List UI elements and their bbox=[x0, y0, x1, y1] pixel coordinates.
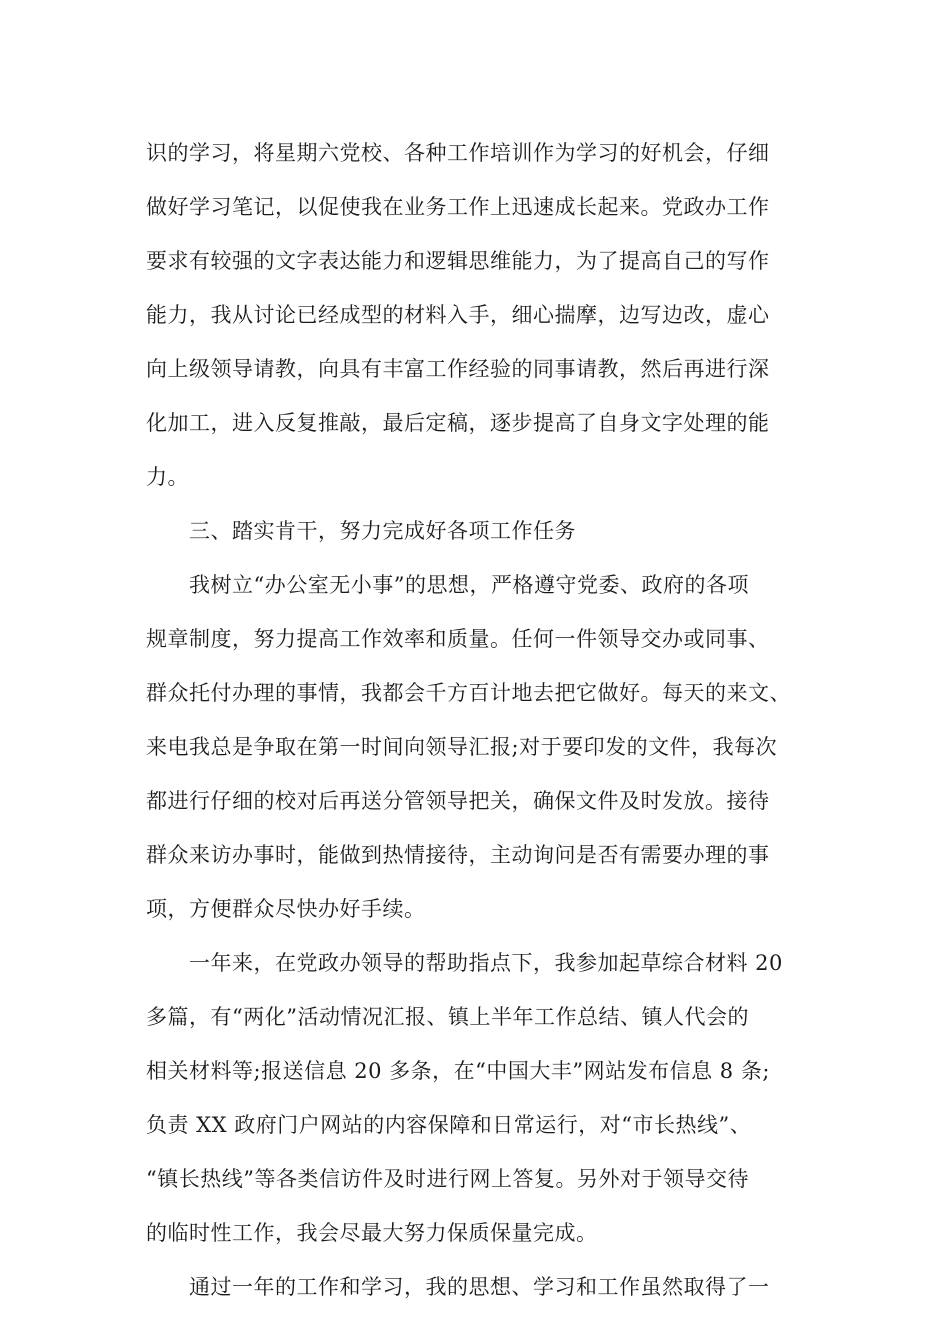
text-line: 我树立“办公室无小事”的思想，严格遵守党委、政府的各项 bbox=[146, 573, 749, 597]
text-line: 都进行仔细的校对后再送分管领导把关，确保文件及时发放。接待 bbox=[146, 789, 770, 813]
text-line: 相关材料等;报送信息 20 多条，在“中国大丰”网站发布信息 8 条; bbox=[146, 1059, 770, 1083]
text-line: 能力，我从讨论已经成型的材料入手，细心揣摩，边写边改，虚心 bbox=[146, 303, 770, 327]
text-line: 的临时性工作，我会尽最大努力保质保量完成。 bbox=[146, 1221, 598, 1245]
text-line: 做好学习笔记，以促使我在业务工作上迅速成长起来。党政办工作 bbox=[146, 195, 770, 219]
text-line: 向上级领导请教，向具有丰富工作经验的同事请教，然后再进行深 bbox=[146, 357, 770, 381]
text-line: 化加工，进入反复推敲，最后定稿，逐步提高了自身文字处理的能 bbox=[146, 411, 770, 435]
text-line: 识的学习，将星期六党校、各种工作培训作为学习的好机会，仔细 bbox=[146, 141, 770, 165]
text-line: “镇长热线”等各类信访件及时进行网上答复。另外对于领导交待 bbox=[146, 1167, 749, 1191]
document-body bbox=[146, 126, 810, 1314]
text-line: 力。 bbox=[146, 465, 189, 489]
text-line: 来电我总是争取在第一时间向领导汇报;对于要印发的文件，我每次 bbox=[146, 735, 778, 759]
section-heading: 三、踏实肯干，努力完成好各项工作任务 bbox=[146, 519, 576, 543]
text-line: 群众托付办理的事情，我都会千方百计地去把它做好。每天的来文、 bbox=[146, 681, 791, 705]
text-line: 项，方便群众尽快办好手续。 bbox=[146, 897, 426, 921]
text-line: 多篇，有“两化”活动情况汇报、镇上半年工作总结、镇人代会的 bbox=[146, 1005, 749, 1029]
text-line: 通过一年的工作和学习，我的思想、学习和工作虽然取得了一 bbox=[146, 1275, 770, 1299]
text-line: 群众来访办事时，能做到热情接待，主动询问是否有需要办理的事 bbox=[146, 843, 770, 867]
text-line: 负责 XX 政府门户网站的内容保障和日常运行，对“市长热线”、 bbox=[146, 1113, 752, 1137]
text-line: 规章制度，努力提高工作效率和质量。任何一件领导交办或同事、 bbox=[146, 627, 770, 651]
text-line: 一年来，在党政办领导的帮助指点下，我参加起草综合材料 20 bbox=[146, 951, 783, 975]
text-line: 要求有较强的文字表达能力和逻辑思维能力，为了提高自己的写作 bbox=[146, 249, 770, 273]
